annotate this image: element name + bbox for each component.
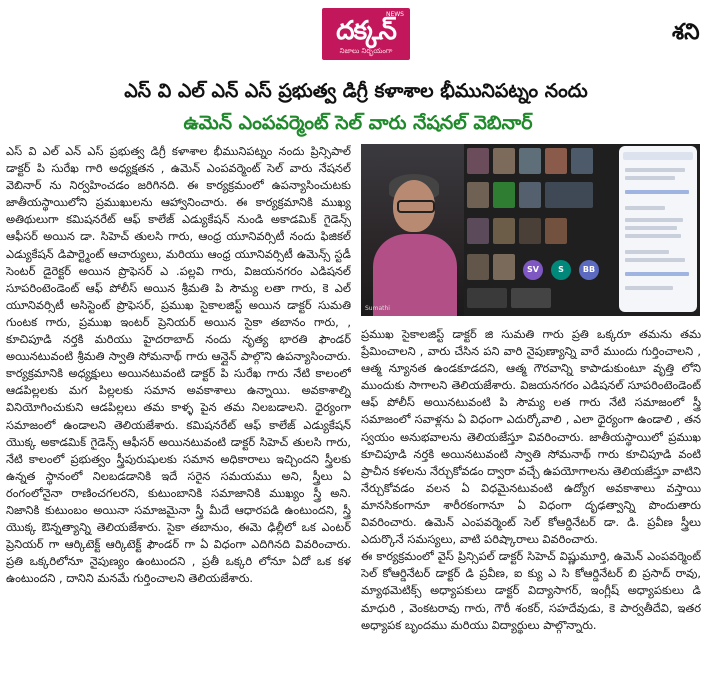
participant-tile bbox=[545, 148, 567, 174]
webinar-screenshot-photo bbox=[361, 144, 700, 316]
participant-tile bbox=[493, 148, 515, 174]
logo-text: దక్కన్ bbox=[336, 16, 396, 46]
participant-tile bbox=[545, 182, 593, 208]
phone-text-line bbox=[625, 250, 669, 254]
participant-tile bbox=[467, 182, 489, 208]
phone-text-line bbox=[625, 226, 677, 230]
participant-avatar-icon: S bbox=[551, 260, 571, 280]
article-paragraph: ప్రముఖ సైకాలజిస్ట్ డాక్టర్ జి సుమతి గారు ప్రతి ఒక్కరూ తమను తమ ప్రేమించాలని , వారు చేసిన పని వారి నైపుణ్యాన్ని వారే ముందు గుర్తించాలని , ఆత్మ న్యూనత ఉండకూడదని, ఆత్మ గౌరవాన్ని కాపాడుకుంటూ వృత్తి లోని ముందుకు సాగాలని తెలియజేశారు. విజయనగరం ఎడిషనల్ సూపరింటెండెంట్ ఆఫ్ పోలీస్ అయినటువంటి పి సౌమ్య లత గారు నేటి సమాజంలో స్త్రీ సమాజంలో సవాళ్లను ఏ విధంగా ఎదుర్కోవాలి , ఎలా ధైర్యంగా ఉండాలి , తన స్వయం అనుభవాలను తెలియజేస్తూ వివరించారు. జాతీయస్థాయిలో ప్రముఖ కూచిపూడి నర్తకి అయినటువంటి స్వాతి సోమనాథ్ గారు కూచిపూడి వంటి ప్రాచీన కళలను నేర్చుకోవడం ద్వారా వచ్చే ఉపయోగాలను తెలియజేస్తూ వాటిని నేర్చుకోవడం వలన ఏ విధమైనటువంటి ఉద్యోగ అవకాశాలు వస్తాయి మానసికంగానూ శారీరకంగానూ ఏ విధంగా దృఢత్వాన్ని పొందుతారు వివరించారు. ఉమెన్ ఎంపవర్మెంట్ సెల్ కోఆర్డినేటర్ డా. డి. ప్రవీణ స్త్రీలు ఎదుర్కొనే సమస్యలు, వాటి పరిష్కారాలు వివరించారు. bbox=[361, 327, 701, 547]
newspaper-logo bbox=[322, 8, 410, 60]
phone-text-line bbox=[625, 168, 685, 172]
phone-text-line bbox=[625, 190, 689, 194]
participant-tile bbox=[493, 182, 515, 208]
article-right-column bbox=[361, 326, 701, 682]
phone-text-line bbox=[625, 234, 681, 238]
participant-tile bbox=[493, 254, 515, 280]
phone-text-line bbox=[625, 176, 675, 180]
masthead-day: శని bbox=[672, 20, 700, 45]
participant-tiles bbox=[467, 148, 617, 312]
speaker-body bbox=[373, 234, 457, 316]
attendance-phone-screen bbox=[619, 146, 697, 312]
article-paragraph: ఎస్ వి ఎల్ ఎన్ ఎస్ ప్రభుత్వ డిగ్రీ కళాశాల భీమునిపట్నం నందు ప్రిన్సిపాల్ డాక్టర్ పి సురేఖ గారి అధ్యక్షతన , ఉమెన్ ఎంపవర్మెంట్ సెల్ వారు నేషనల్ వెబినార్ ను నిర్వహించడం జరిగినది. ఈ కార్యక్రమంలో ఉపన్యాసించుటకు జాతీయస్థాయిలోని ప్రముఖులను ఆహ్వానించారు. ఈ కార్యక్రమానికి ముఖ్య అతిథులుగా కమిషనరేట్ ఆఫ్ కాలేజ్ ఎడ్యుకేషన్ నుండి అకాడమిక్ గైడెన్స్ ఆఫీసర్ అయిన డా. సిహెచ్ తులసి గారు, ఆంధ్ర యూనివర్సిటీ నందు ఫిజికల్ ఎడ్యుకేషన్ డిపార్ట్మెంట్ ఆచార్యులు, మరియు ఆంధ్ర యూనివర్సిటీ ఉమెన్స్ స్టడీ సెంటర్ డైరెక్టర్ అయిన ప్రొఫెసర్ ఎ .పల్లవి గారు, విజయనగరం ఎడిషనల్ సూపరింటెండెంట్ ఆఫ్ పోలీస్ అయిన శ్రీమతి పి సౌమ్య లతా గారు, కె ఎల్ యూనివర్సిటీ అసిస్టెంట్ ప్రొఫెసర్, ప్రముఖ సైకాలజిస్ట్ అయిన డాక్టర్ సుమతి గుంటక గారు, ప్రముఖ ఇంటర్ ప్రెనియర్ అయిన సైకా తబానం గారు, , కూచిపూడి నర్తకి మరియు హైదరాబాద్ నందు నృత్య భారతి ఫౌండర్ అయినటువంటి శ్రీమతి స్వాతి సోమనాథ్ గారు ఆన్లైన్ పాల్గొని ఉపన్యాసించారు. కార్యక్రమానికి అధ్యక్షులు అయినటువంటి డాక్టర్ పి సురేఖ గారు నేటి కాలంలో ఆడపిల్లలకు మగ పిల్లలకు సమాన అవకాశాలు ఉన్నాయి. అవకాశాల్ని వినియోగించుకుని ఆడపిల్లలు తమ కాళ్ళ పైన తమ నిలబడాలని. ధైర్యంగా సమాజంలో ఉండాలని తెలియజేశారు. కమిషనరేట్ ఆఫ్ కాలేజ్ ఎడ్యుకేషన్ యొక్క అకాడమిక్ గైడెన్స్ ఆఫీసర్ అయినటువంటి డాక్టర్ సిహెచ్ తులసి గారు, నేటి కాలంలో ప్రభుత్వం స్త్రీపురుషులకు సమాన అధికారాలు ఇచ్చిందని స్త్రీలకు ఉన్నత స్థానంలో నిలబడడానికి ఇదే సరైన సమయము అని, స్త్రీలు ఏ రంగంలోనైనా రాణించగలరని, కుటుంబానికి సమాజానికి ముఖ్యం స్త్రీ అని. నిజానికి కుటుంబం అయినా సమాజమైనా స్త్రీ మీదే ఆధారపడి ఉంటుందని, స్త్రీ యొక్క ఔన్నత్యాన్ని తెలియజేశారు. సైకా తబానుం, ఈమె ఢిల్లీలో ఒక ఎంటర్ ప్రెనియర్ గా ఆర్కిటెక్ట్ ఆర్కిటెక్ట్ ఫౌండర్ గా ఏ విధంగా ఎదిగినది వివరించారు. ప్రతి ఒక్కరిలోనూ నైపుణ్యం ఉంటుందని , ప్రతీ ఒక్కరి లోనూ ఏదో ఒక కళ ఉంటుందని , దానిని మనమే గుర్తించాలని తెలియజేశారు. bbox=[6, 144, 351, 586]
participant-tile bbox=[467, 218, 489, 244]
phone-header-bar bbox=[623, 152, 693, 160]
speaker-glasses bbox=[397, 200, 435, 213]
participant-tile bbox=[467, 254, 489, 280]
participant-avatar-icon: SV bbox=[523, 260, 543, 280]
participant-tile bbox=[467, 288, 507, 308]
phone-text-line bbox=[625, 286, 673, 290]
subheadline: ఉమెన్ ఎంపవర్మెంట్ సెల్ వారు నేషనల్ వెబినార్ bbox=[183, 112, 533, 134]
participant-tile bbox=[519, 182, 541, 208]
participant-tile bbox=[519, 218, 541, 244]
phone-text-line bbox=[625, 206, 665, 210]
masthead bbox=[0, 0, 707, 72]
participant-tile bbox=[519, 148, 541, 174]
participant-avatar-icon: BB bbox=[579, 260, 599, 280]
participant-tile bbox=[545, 218, 567, 244]
phone-text-line bbox=[625, 218, 683, 222]
participant-tile bbox=[493, 218, 515, 244]
participant-tile bbox=[571, 148, 593, 174]
participant-tile bbox=[467, 148, 489, 174]
speaker-label: Sumathi bbox=[365, 305, 390, 312]
speaker-video bbox=[361, 144, 464, 316]
logo-top-label: NEWS bbox=[385, 11, 404, 18]
article-left-column bbox=[6, 143, 351, 683]
article-paragraph: ఈ కార్యక్రమంలో వైస్ ప్రిన్సిపల్ డాక్టర్ సిహెచ్ విష్ణుమూర్తి, ఉమెన్ ఎంపవర్మెంట్ సెల్ కోఆర్డినేటర్ డాక్టర్ డి ప్రవీణ, ఐ క్యు ఎ సి కోఆర్డినేటర్ బి ప్రసాద్ రావు, మ్యాథమెటిక్స్ అధ్యాపకులు డాక్టర్ విద్యాసాగర్, ఇంగ్లీష్ అధ్యాపకులు డి మాధురి , వెంకటరావు గారు, గౌరీ శంకర్, సహదేవుడు, కె పార్వతీదేవి, ఇతర అధ్యాపక బృందము మరియు విద్యార్థులు పాల్గొన్నారు. bbox=[361, 549, 701, 632]
logo-tagline: నిజాలు నిర్భయంగా bbox=[339, 47, 393, 55]
headline: ఎస్ వి ఎల్ ఎన్ ఎస్ ప్రభుత్వ డిగ్రీ కళాశాల భీమునిపట్నం నందు bbox=[124, 80, 588, 102]
phone-text-line bbox=[625, 258, 685, 262]
phone-text-line bbox=[625, 272, 689, 276]
participant-tile bbox=[511, 288, 551, 308]
